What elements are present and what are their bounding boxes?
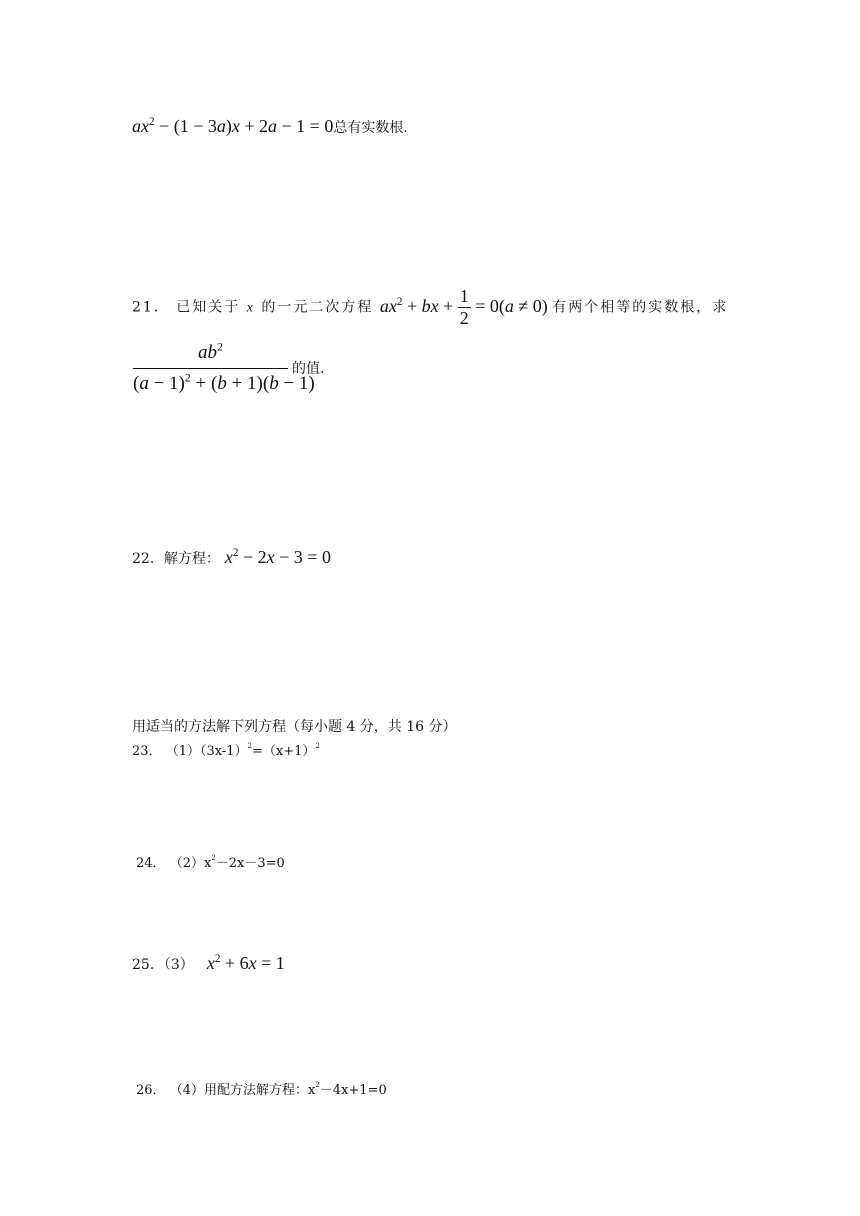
q23-exp2: 2: [315, 742, 320, 750]
q25-equation: $x^2 + 6x = 1$: [206, 952, 285, 973]
q21-middle: 的一元二次方程: [261, 299, 374, 316]
q26-part: （4）: [169, 1083, 204, 1098]
q26-line: [136, 1079, 387, 1098]
q21-condition: 有两个相等的实数根，求: [552, 299, 729, 316]
q20-equation: $ax^2 - (1 - 3a)x + 2a - 1 = 0$: [132, 115, 334, 136]
q24-part: （2）: [169, 856, 204, 871]
q26-exp: 2: [315, 1081, 320, 1089]
q21-fraction-denominator: $(a - 1)^2 + (b + 1)(b - 1)$: [133, 371, 315, 394]
q24-number: 24．: [136, 856, 166, 871]
q25-line: [132, 953, 285, 974]
q21-prefix: 已知关于: [176, 299, 241, 316]
q24-x: x: [203, 856, 212, 871]
q20-line: [132, 116, 408, 137]
q26-x: x: [307, 1083, 316, 1098]
q21-equation: $ax^2$ + bx + $\frac{1}{2}$ = 0(a ≠ 0): [379, 286, 553, 328]
q22-line: [132, 547, 331, 568]
q25-number: 25．: [132, 957, 164, 973]
q23-number: 23．: [132, 744, 162, 759]
q21-fraction-half: $\frac{1}{2}$: [459, 286, 469, 328]
q24-line: [136, 852, 285, 871]
q26-number: 26．: [136, 1083, 166, 1098]
q23-exp1: 2: [247, 742, 252, 750]
q23-left: （3x-1）: [199, 744, 248, 759]
q21-line: [132, 286, 728, 329]
q22-label: 解方程：: [163, 551, 220, 567]
q23-mid: =（x+1）: [251, 744, 316, 759]
q23-line: [132, 740, 320, 759]
q22-number: 22．: [132, 551, 164, 567]
q21-var-x: x: [246, 300, 255, 316]
q20-suffix: 总有实数根.: [333, 120, 408, 136]
q21-fraction-numerator: $ab^2$: [198, 340, 223, 363]
q21-number: 21．: [132, 299, 170, 316]
q24-rest: －2x－3=0: [215, 856, 285, 871]
q25-part: （3）: [163, 957, 194, 973]
q22-equation: $x^2 - 2x - 3 = 0$: [224, 546, 331, 567]
q21-suffix: 的值.: [292, 361, 325, 377]
q24-exp: 2: [211, 854, 216, 862]
q26-label: 用配方法解方程：: [203, 1083, 308, 1098]
q23-part: （1）: [165, 744, 200, 759]
q26-rest: －4x+1=0: [319, 1083, 387, 1098]
section-heading: 用适当的方法解下列方程（每小题 4 分，共 16 分）: [132, 719, 457, 735]
